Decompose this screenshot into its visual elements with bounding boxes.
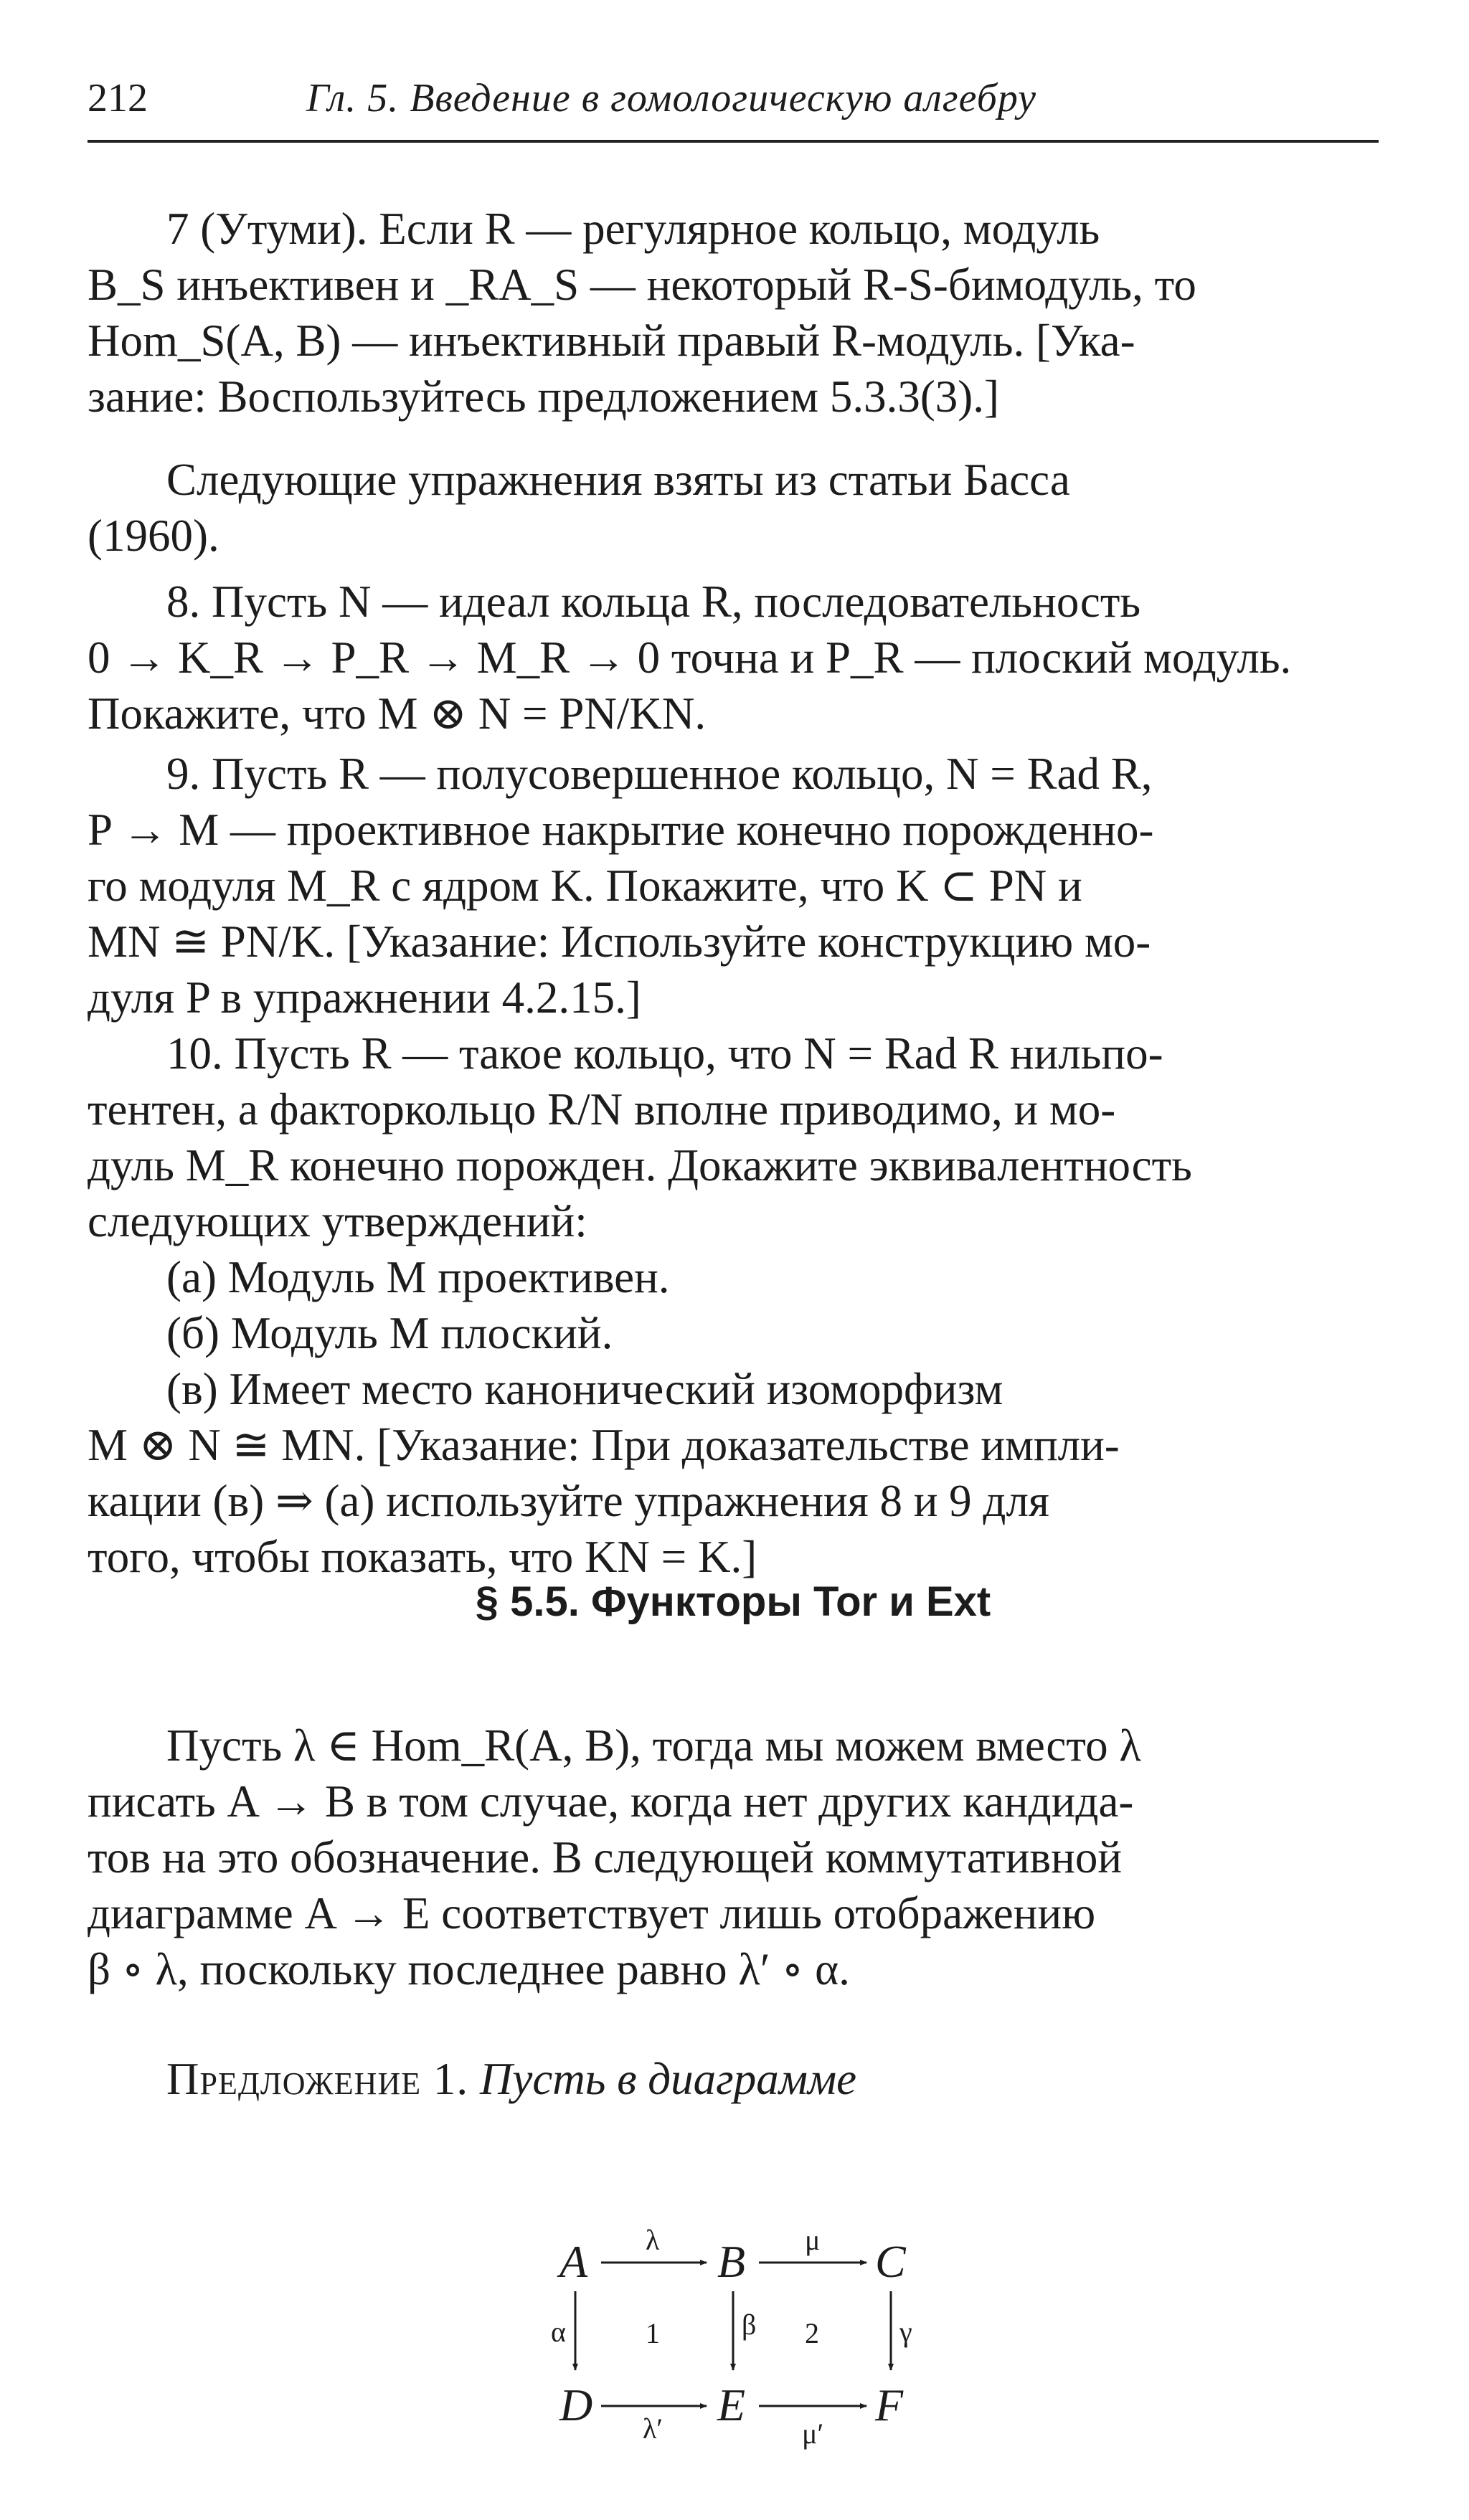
- section-body-line-4: диаграмме A → E соответствует лишь отображению: [88, 1888, 1096, 1938]
- exercise-8: [88, 574, 1379, 742]
- exercise-10-item-c-line-2: M ⊗ N ≅ MN. [Указание: При доказательстве импли-: [88, 1420, 1120, 1470]
- exercise-10-item-b: (б) Модуль M плоский.: [166, 1308, 613, 1358]
- exercise-7-line-1: 7 (Утуми). Если R — регулярное кольцо, модуль: [166, 204, 1100, 254]
- commutative-diagram: [545, 2220, 947, 2456]
- exercise-10-item-c-line-4: того, чтобы показать, что KN = K.]: [88, 1532, 757, 1582]
- exercise-7-line-4: зание: Воспользуйтесь предложением 5.3.3(3).]: [88, 371, 1000, 422]
- exercise-10-line-4: следующих утверждений:: [88, 1196, 587, 1246]
- exercise-10-line-2: тентен, а факторкольцо R/N вполне приводимо, и мо-: [88, 1084, 1116, 1135]
- exercise-9-line-3: го модуля M_R с ядром K. Покажите, что K ⊂ PN и: [88, 861, 1082, 911]
- section-body-line-3: тов на это обозначение. В следующей коммутативной: [88, 1832, 1123, 1882]
- exercise-8-line-3: Покажите, что M ⊗ N = PN/KN.: [88, 688, 707, 739]
- label-lambda: λ: [646, 2224, 660, 2256]
- section-body-line-2: писать A → B в том случае, когда нет других кандида-: [88, 1776, 1134, 1827]
- proposition-text: Пусть в диаграмме: [479, 2054, 857, 2104]
- bass-intro: [88, 452, 1379, 564]
- label-mu: μ: [805, 2224, 821, 2256]
- section-title: § 5.5. Функторы Tor и Ext: [475, 1578, 991, 1625]
- exercise-9-line-4: MN ≅ PN/K. [Указание: Используйте конструкцию мо-: [88, 916, 1151, 967]
- exercise-7: [88, 201, 1379, 425]
- exercise-8-line-2: 0 → K_R → P_R → M_R → 0 точна и P_R — плоский модуль.: [88, 633, 1292, 683]
- exercise-10: [88, 1025, 1379, 1585]
- section-body-line-5: β ∘ λ, поскольку последнее равно λ′ ∘ α.: [88, 1944, 850, 1994]
- label-alpha: α: [551, 2316, 566, 2348]
- square-label-1: 1: [646, 2317, 660, 2349]
- exercise-10-item-c-line-1: (в) Имеет место канонический изоморфизм: [166, 1364, 1003, 1414]
- page-header: [88, 75, 1379, 143]
- node-b: B: [717, 2236, 746, 2287]
- proposition: [88, 2051, 1379, 2107]
- section-body-line-1: Пусть λ ∈ Hom_R(A, B), тогда мы можем вместо λ: [166, 1720, 1141, 1771]
- node-c: C: [875, 2236, 906, 2287]
- exercise-10-line-3: дуль M_R конечно порожден. Докажите эквивалентность: [88, 1140, 1192, 1190]
- exercise-10-line-1: 10. Пусть R — такое кольцо, что N = Rad R нильпо-: [166, 1028, 1163, 1079]
- node-e: E: [717, 2379, 746, 2430]
- section-body: [88, 1718, 1379, 1997]
- exercise-8-line-1: 8. Пусть N — идеал кольца R, последовательность: [166, 577, 1141, 627]
- exercise-7-line-2: B_S инъективен и _RA_S — некоторый R-S-бимодуль, то: [88, 260, 1196, 310]
- exercise-9-line-2: P → M — проективное накрытие конечно порожденно-: [88, 805, 1154, 855]
- exercise-9-line-1: 9. Пусть R — полусовершенное кольцо, N = Rad R,: [166, 749, 1153, 799]
- bass-intro-line-1: Следующие упражнения взяты из статьи Басса: [166, 455, 1070, 505]
- bass-intro-line-2: (1960).: [88, 511, 219, 561]
- node-d: D: [559, 2379, 593, 2430]
- exercise-10-item-c-line-3: кации (в) ⇒ (а) используйте упражнения 8 и 9 для: [88, 1476, 1049, 1526]
- exercise-9-line-5: дуля P в упражнении 4.2.15.]: [88, 972, 641, 1023]
- label-lambda-prime: λ′: [643, 2412, 663, 2445]
- square-label-2: 2: [805, 2317, 819, 2349]
- node-a: A: [559, 2236, 588, 2287]
- page-number: 212: [88, 76, 148, 120]
- exercise-7-line-3: Hom_S(A, B) — инъективный правый R-модуль. [Ука-: [88, 316, 1135, 366]
- node-f: F: [875, 2379, 904, 2430]
- label-gamma: γ: [899, 2316, 912, 2348]
- label-beta: β: [742, 2308, 757, 2341]
- running-head: Гл. 5. Введение в гомологическую алгебру: [306, 76, 1036, 120]
- exercise-9: [88, 746, 1379, 1025]
- exercise-10-item-a: (а) Модуль M проективен.: [166, 1252, 670, 1302]
- label-mu-prime: μ′: [802, 2417, 824, 2450]
- proposition-label: Предложение 1.: [166, 2054, 469, 2104]
